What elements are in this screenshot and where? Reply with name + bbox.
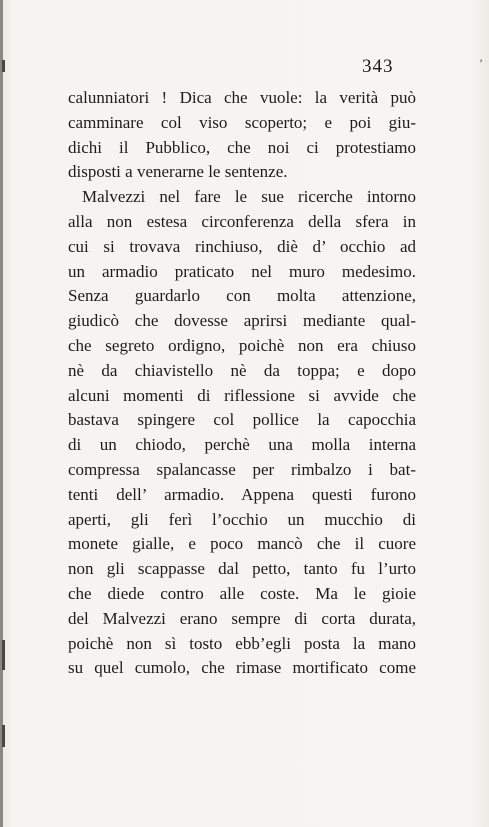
edge-mark — [2, 640, 5, 670]
text-line: giudicò che dovesse aprirsi mediante qual- — [68, 311, 416, 331]
text-line: nè da chiavistello nè da toppa; e dopo — [68, 360, 416, 380]
body-text — [68, 86, 416, 681]
text-line: del Malvezzi erano sempre di corta durata, — [68, 608, 416, 628]
page-number: 343 — [362, 56, 394, 77]
text-line: bastava spingere col pollice la capocchia — [68, 410, 416, 430]
text-line: compressa spalancasse per rimbalzo i bat- — [68, 459, 416, 479]
text-line: calunniatori ! Dica che vuole: la verità può — [68, 88, 416, 107]
page-binding-edge — [0, 0, 3, 827]
text-line: che segreto ordigno, poichè non era chiuso — [68, 335, 416, 355]
text-line: disposti a venerarne le sentenze. — [68, 162, 288, 182]
text-line: di un chiodo, perchè una molla interna — [68, 435, 416, 455]
text-line: Malvezzi nel fare le sue ricerche intorno — [82, 187, 416, 207]
text-line: camminare col viso scoperto; e poi giu- — [68, 112, 416, 132]
text-line: monete gialle, e poco mancò che il cuore — [68, 534, 416, 554]
text-line: un armadio praticato nel muro medesimo. — [68, 261, 416, 281]
text-line: non gli scappasse dal petto, tanto fu l’urto — [68, 559, 416, 579]
corner-mark: ’ — [479, 56, 483, 70]
edge-mark — [2, 60, 5, 72]
text-line: cui si trovava rinchiuso, diè d’ occhio ad — [68, 236, 416, 256]
text-line: poichè non sì tosto ebb’egli posta la mano — [68, 633, 416, 653]
text-line: alla non estesa circonferenza della sfera in — [68, 211, 416, 231]
text-line: su quel cumolo, che rimase mortificato come — [68, 658, 416, 678]
text-line: aperti, gli ferì l’occhio un mucchio di — [68, 509, 416, 529]
text-line: Senza guardarlo con molta attenzione, — [68, 286, 416, 306]
edge-mark — [2, 725, 5, 747]
text-line: dichi il Pubblico, che noi ci protestiamo — [68, 137, 416, 157]
text-line: alcuni momenti di riflessione si avvide che — [68, 385, 416, 405]
text-line: tenti dell’ armadio. Appena questi furono — [68, 484, 416, 504]
text-line: che diede contro alle coste. Ma le gioie — [68, 583, 416, 603]
